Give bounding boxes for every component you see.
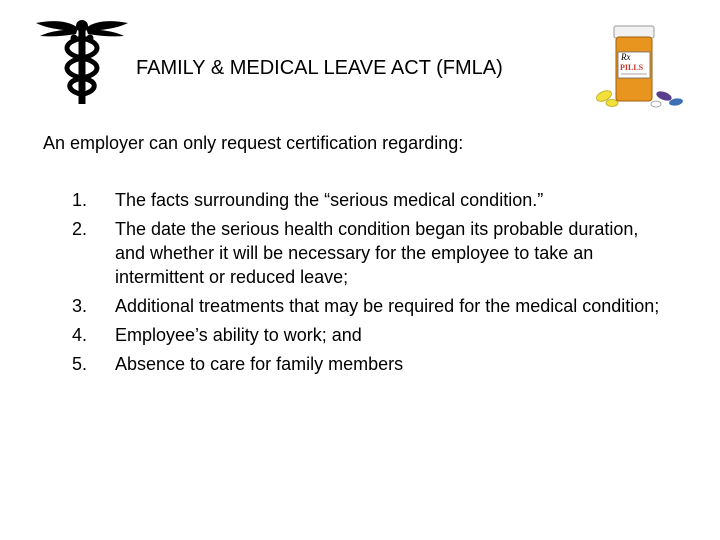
list-item-number: 3.: [72, 296, 88, 316]
list-item-text: Employee’s ability to work; and: [115, 325, 362, 345]
list-item-text: Absence to care for family members: [115, 354, 404, 374]
pill-bottle-icon: [592, 24, 688, 108]
list-item: [72, 323, 672, 347]
list-item: [72, 352, 672, 376]
list-item-number: 4.: [72, 325, 88, 345]
intro-text: An employer can only request certification regarding:: [43, 133, 464, 153]
list-item-text: The date the serious health condition began its probable duration, and whether it will be necessary for the employee to take an intermittent or reduced leave;: [115, 219, 639, 287]
slide-title: FAMILY & MEDICAL LEAVE ACT (FMLA): [136, 57, 503, 79]
list-item-number: 2.: [72, 219, 88, 239]
list-item-number: 5.: [72, 354, 88, 374]
certification-list: [72, 188, 672, 381]
rx-label: Rx: [621, 52, 631, 62]
list-item-text: The facts surrounding the “serious medical condition.”: [115, 190, 544, 210]
pill-label: PILLS: [620, 63, 644, 72]
caduceus-icon: [34, 14, 130, 106]
list-item-number: 1.: [72, 190, 88, 210]
list-item: [72, 294, 672, 318]
list-item-text: Additional treatments that may be required for the medical condition;: [115, 296, 660, 316]
list-item: [72, 217, 672, 289]
list-item: [72, 188, 672, 212]
